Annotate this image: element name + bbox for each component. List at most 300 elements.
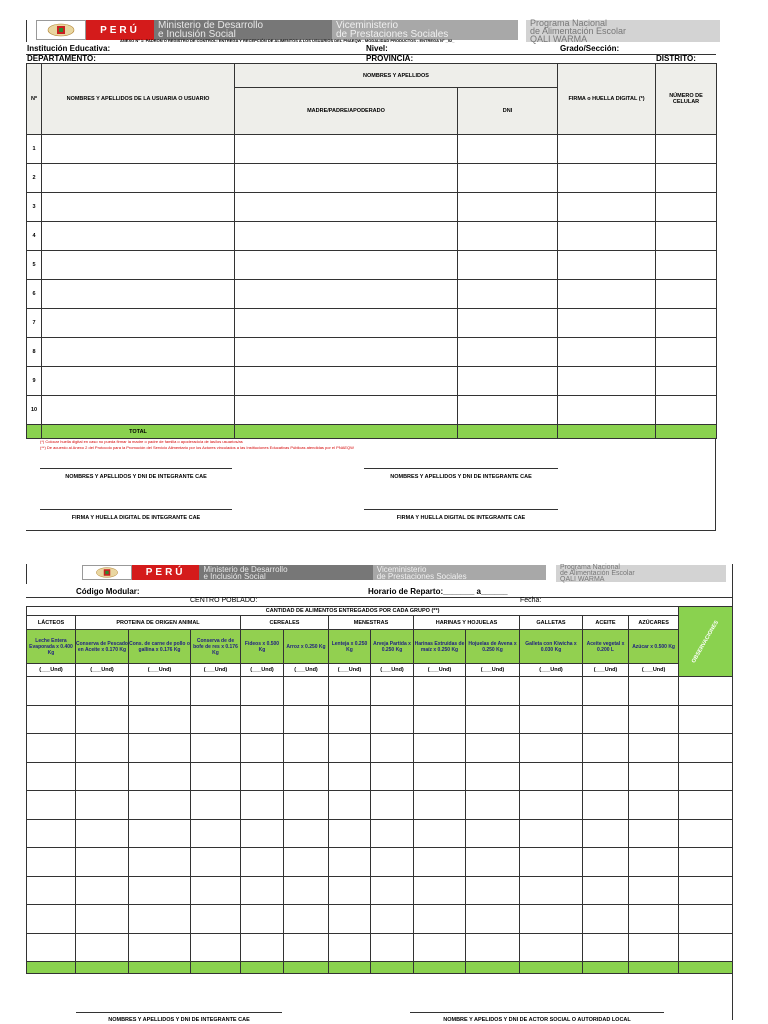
quantity-cell[interactable] (583, 933, 629, 962)
quantity-cell[interactable] (129, 905, 191, 934)
firma-cell[interactable] (558, 280, 656, 309)
signature-label-left: NOMBRES Y APELLIDOS Y DNI DE INTEGRANTE CAE (108, 1017, 250, 1023)
quantity-cell[interactable] (329, 819, 371, 848)
madre-cell[interactable] (235, 251, 458, 280)
quantity-cell[interactable] (241, 848, 284, 877)
dni-cell[interactable] (458, 367, 558, 396)
quantity-cell[interactable] (241, 677, 284, 706)
usuario-cell[interactable] (42, 251, 235, 280)
signature-line[interactable] (364, 509, 558, 510)
row-number: 1 (27, 135, 42, 164)
table-row (27, 705, 733, 734)
quantity-cell[interactable] (414, 876, 466, 905)
quantity-cell[interactable] (679, 705, 733, 734)
product-header: Conserva de Pescado en Aceite x 0.170 Kg (76, 630, 129, 664)
vice-line-1: Viceministerio (376, 564, 427, 574)
col-celular-header: NÚMERO DE CELULAR (656, 64, 717, 135)
quantity-cell[interactable] (466, 734, 520, 763)
col-num-header: Nº (27, 64, 42, 135)
celular-cell[interactable] (656, 309, 717, 338)
usuario-cell[interactable] (42, 193, 235, 222)
quantity-cell[interactable] (284, 791, 329, 820)
quantity-cell[interactable] (414, 819, 466, 848)
signature-line[interactable] (40, 468, 232, 469)
ministry-line-2: e Inclusión Social (158, 29, 236, 40)
coat-of-arms-icon (82, 565, 132, 580)
quantity-cell[interactable] (191, 819, 241, 848)
coat-of-arms-icon (36, 20, 86, 40)
madre-cell[interactable] (235, 309, 458, 338)
quantity-cell[interactable] (76, 819, 129, 848)
quantity-cell[interactable] (76, 791, 129, 820)
total-num-cell (27, 425, 42, 439)
quantity-cell[interactable] (679, 876, 733, 905)
quantity-cell[interactable] (466, 677, 520, 706)
quantity-cell[interactable] (520, 848, 583, 877)
peru-brand: PERÚ (86, 20, 154, 40)
quantity-cell[interactable] (371, 876, 414, 905)
page-right-border (715, 438, 716, 530)
field-distrito: DISTRITO: (656, 54, 696, 63)
quantity-cell[interactable] (371, 705, 414, 734)
quantity-cell[interactable] (520, 734, 583, 763)
field-codigo-modular: Código Modular: (76, 587, 140, 596)
celular-cell[interactable] (656, 280, 717, 309)
page-two (0, 560, 768, 1024)
quantity-cell[interactable] (241, 762, 284, 791)
row-number: 3 (27, 193, 42, 222)
field-grado: Grado/Sección: (560, 44, 620, 53)
quantity-cell[interactable] (371, 762, 414, 791)
footer-cell (583, 962, 629, 974)
dni-cell[interactable] (458, 280, 558, 309)
quantity-cell[interactable] (129, 819, 191, 848)
quantity-cell[interactable] (466, 791, 520, 820)
quantity-cell[interactable] (583, 734, 629, 763)
row-number: 4 (27, 222, 42, 251)
quantity-cell[interactable] (629, 933, 679, 962)
firma-cell[interactable] (558, 338, 656, 367)
usuario-cell[interactable] (42, 135, 235, 164)
row-number: 8 (27, 338, 42, 367)
unit-cell: (___Und) (76, 664, 129, 677)
quantity-cell[interactable] (129, 848, 191, 877)
product-header: Arroz x 0.250 Kg (284, 630, 329, 664)
usuario-cell[interactable] (42, 309, 235, 338)
quantity-cell[interactable] (76, 905, 129, 934)
quantity-cell[interactable] (27, 933, 76, 962)
footer-cell (466, 962, 520, 974)
quantity-cell[interactable] (679, 677, 733, 706)
dni-cell[interactable] (458, 309, 558, 338)
row-number: 2 (27, 164, 42, 193)
unit-cell: (___Und) (329, 664, 371, 677)
total-label: TOTAL (42, 425, 235, 439)
quantity-cell[interactable] (583, 705, 629, 734)
quantity-cell[interactable] (27, 819, 76, 848)
madre-cell[interactable] (235, 135, 458, 164)
padron-table (26, 63, 717, 439)
quantity-cell[interactable] (520, 819, 583, 848)
quantity-cell[interactable] (129, 705, 191, 734)
quantity-cell[interactable] (414, 677, 466, 706)
group-galletas: GALLETAS (520, 616, 583, 630)
firma-cell[interactable] (558, 135, 656, 164)
quantity-cell[interactable] (129, 762, 191, 791)
quantity-cell[interactable] (629, 791, 679, 820)
quantity-cell[interactable] (629, 762, 679, 791)
row-number: 7 (27, 309, 42, 338)
quantity-cell[interactable] (679, 848, 733, 877)
madre-cell[interactable] (235, 164, 458, 193)
group-lacteos: LÁCTEOS (27, 616, 76, 630)
madre-cell[interactable] (235, 280, 458, 309)
vice-line-2: de Prestaciones Sociales (376, 571, 467, 581)
usuario-cell[interactable] (42, 338, 235, 367)
quantity-cell[interactable] (27, 705, 76, 734)
quantity-cell[interactable] (241, 876, 284, 905)
table-row (27, 338, 717, 367)
signature-line[interactable] (40, 509, 232, 510)
quantity-cell[interactable] (329, 791, 371, 820)
program-line-3: QALI WARMA (560, 575, 605, 583)
page-bottom-border (26, 530, 716, 531)
quantity-cell[interactable] (27, 762, 76, 791)
celular-cell[interactable] (656, 164, 717, 193)
dni-cell[interactable] (458, 338, 558, 367)
quantity-cell[interactable] (466, 905, 520, 934)
quantity-cell[interactable] (466, 819, 520, 848)
dni-cell[interactable] (458, 164, 558, 193)
quantity-cell[interactable] (129, 876, 191, 905)
total-cell (458, 425, 558, 439)
total-cell (558, 425, 656, 439)
footer-cell (371, 962, 414, 974)
celular-cell[interactable] (656, 396, 717, 425)
quantity-cell[interactable] (414, 705, 466, 734)
quantity-cell[interactable] (329, 677, 371, 706)
quantity-cell[interactable] (129, 677, 191, 706)
quantity-cell[interactable] (466, 762, 520, 791)
footer-cell (27, 962, 76, 974)
quantity-cell[interactable] (76, 677, 129, 706)
quantity-cell[interactable] (679, 905, 733, 934)
madre-cell[interactable] (235, 222, 458, 251)
unit-cell: (___Und) (583, 664, 629, 677)
quantity-cell[interactable] (241, 933, 284, 962)
celular-cell[interactable] (656, 367, 717, 396)
quantity-cell[interactable] (371, 791, 414, 820)
quantity-cell[interactable] (679, 734, 733, 763)
quantity-cell[interactable] (629, 819, 679, 848)
dni-cell[interactable] (458, 222, 558, 251)
field-provincia: PROVINCIA: (366, 54, 414, 63)
quantity-cell[interactable] (129, 791, 191, 820)
quantity-cell[interactable] (414, 848, 466, 877)
product-header: Leche Entera Evaporada x 0.400 Kg (27, 630, 76, 664)
quantity-cell[interactable] (520, 791, 583, 820)
quantity-cell[interactable] (329, 762, 371, 791)
quantity-cell[interactable] (329, 933, 371, 962)
celular-cell[interactable] (656, 193, 717, 222)
unit-cell: (___Und) (191, 664, 241, 677)
quantity-cell[interactable] (76, 848, 129, 877)
firma-cell[interactable] (558, 396, 656, 425)
field-nivel: Nivel: (366, 44, 388, 53)
footer-cell (191, 962, 241, 974)
quantity-cell[interactable] (414, 905, 466, 934)
signature-line[interactable] (364, 468, 558, 469)
quantity-cell[interactable] (284, 762, 329, 791)
celular-cell[interactable] (656, 251, 717, 280)
quantity-cell[interactable] (583, 791, 629, 820)
celular-cell[interactable] (656, 338, 717, 367)
firma-cell[interactable] (558, 309, 656, 338)
quantity-cell[interactable] (329, 848, 371, 877)
quantity-cell[interactable] (414, 933, 466, 962)
quantity-cell[interactable] (241, 705, 284, 734)
quantity-cell[interactable] (629, 734, 679, 763)
madre-cell[interactable] (235, 338, 458, 367)
quantity-cell[interactable] (241, 791, 284, 820)
footer-cell (241, 962, 284, 974)
unit-cell: (___Und) (129, 664, 191, 677)
quantity-cell[interactable] (284, 933, 329, 962)
usuario-cell[interactable] (42, 164, 235, 193)
ministry-line-1: Ministerio de Desarrollo (158, 20, 264, 31)
quantity-cell[interactable] (284, 677, 329, 706)
footer-cell (329, 962, 371, 974)
product-header: Arveja Partida x 0.250 Kg (371, 630, 414, 664)
quantity-cell[interactable] (241, 905, 284, 934)
row-number: 9 (27, 367, 42, 396)
table-row (27, 791, 733, 820)
quantity-cell[interactable] (414, 762, 466, 791)
field-fecha: Fecha: (520, 597, 542, 604)
unit-cell: (___Und) (520, 664, 583, 677)
quantity-cell[interactable] (191, 705, 241, 734)
quantity-cell[interactable] (520, 905, 583, 934)
unit-cell: (___Und) (241, 664, 284, 677)
table-row (27, 222, 717, 251)
quantity-cell[interactable] (520, 677, 583, 706)
usuario-cell[interactable] (42, 396, 235, 425)
quantity-cell[interactable] (466, 705, 520, 734)
quantity-cell[interactable] (629, 705, 679, 734)
quantity-cell[interactable] (371, 933, 414, 962)
quantity-cell[interactable] (466, 933, 520, 962)
observaciones-label: OBSERVACIONES (691, 619, 721, 664)
col-firma-header: FIRMA o HUELLA DIGITAL (*) (558, 64, 656, 135)
signature-label-right: NOMBRE Y APELIDOS Y DNI DE ACTOR SOCIAL O AUTORIDAD LOCAL (443, 1017, 631, 1023)
quantity-cell[interactable] (520, 705, 583, 734)
quantity-cell[interactable] (414, 791, 466, 820)
firma-cell[interactable] (558, 193, 656, 222)
madre-cell[interactable] (235, 193, 458, 222)
quantity-cell[interactable] (414, 734, 466, 763)
product-header: Galleta con Kiwicha x 0.030 Kg (520, 630, 583, 664)
quantity-cell[interactable] (583, 819, 629, 848)
quantity-cell[interactable] (629, 848, 679, 877)
quantity-cell[interactable] (129, 933, 191, 962)
total-cell (656, 425, 717, 439)
signature-label-right-2: FIRMA Y HUELLA DIGITAL DE INTEGRANTE CAE (396, 515, 526, 521)
program-name (556, 565, 726, 582)
quantity-cell[interactable] (520, 933, 583, 962)
quantity-cell[interactable] (76, 933, 129, 962)
table-row (27, 819, 733, 848)
col-nombres-header: NOMBRES Y APELLIDOS (235, 64, 558, 88)
quantity-cell[interactable] (329, 876, 371, 905)
quantity-cell[interactable] (191, 734, 241, 763)
product-header: Harinas Extruidas de maíz x 0.250 Kg (414, 630, 466, 664)
signature-label-left-2: FIRMA Y HUELLA DIGITAL DE INTEGRANTE CAE (71, 515, 201, 521)
dni-cell[interactable] (458, 135, 558, 164)
ministry-line-1: Ministerio de Desarrollo (203, 564, 288, 574)
row-number: 5 (27, 251, 42, 280)
madre-cell[interactable] (235, 367, 458, 396)
quantity-cell[interactable] (284, 819, 329, 848)
unit-cell: (___Und) (629, 664, 679, 677)
quantity-cell[interactable] (679, 933, 733, 962)
quantity-cell[interactable] (329, 705, 371, 734)
quantity-cell[interactable] (191, 876, 241, 905)
quantity-cell[interactable] (129, 734, 191, 763)
usuario-cell[interactable] (42, 280, 235, 309)
quantity-cell[interactable] (629, 677, 679, 706)
quantity-cell[interactable] (371, 734, 414, 763)
col-madre-header: MADRE/PADRE/APODERADO (235, 88, 458, 135)
quantity-cell[interactable] (241, 734, 284, 763)
quantity-cell[interactable] (466, 848, 520, 877)
quantity-cell[interactable] (284, 876, 329, 905)
header-banner (82, 565, 546, 580)
usuario-cell[interactable] (42, 367, 235, 396)
footer-cell (284, 962, 329, 974)
quantity-cell[interactable] (583, 677, 629, 706)
quantity-cell[interactable] (679, 819, 733, 848)
quantity-cell[interactable] (191, 677, 241, 706)
product-header: Cons. de carne de pollo o gallina x 0.176 Kg (129, 630, 191, 664)
celular-cell[interactable] (656, 222, 717, 251)
footer-cell (76, 962, 129, 974)
madre-cell[interactable] (235, 396, 458, 425)
field-horario: Horario de Reparto:_______ a______ (368, 587, 508, 596)
product-header: Conserva de de bofe de res x 0.176 Kg (191, 630, 241, 664)
quantity-cell[interactable] (191, 933, 241, 962)
quantity-cell[interactable] (583, 876, 629, 905)
firma-cell[interactable] (558, 251, 656, 280)
header-banner (36, 20, 520, 40)
dni-cell[interactable] (458, 251, 558, 280)
quantity-cell[interactable] (371, 677, 414, 706)
firma-cell[interactable] (558, 164, 656, 193)
quantity-cell[interactable] (76, 734, 129, 763)
row-number: 10 (27, 396, 42, 425)
quantity-cell[interactable] (371, 819, 414, 848)
quantity-cell[interactable] (520, 762, 583, 791)
observaciones-header (679, 607, 733, 677)
quantity-cell[interactable] (679, 762, 733, 791)
quantity-cell[interactable] (76, 705, 129, 734)
dni-cell[interactable] (458, 396, 558, 425)
quantity-cell[interactable] (191, 905, 241, 934)
note-2: (**) De acuerdo al Anexo 2 del Protocolo para la Promoción del Servicio Alimentario por los Actores vinculados a las Instituciones Educativas Públicas atendidas por el PNAEQW (40, 445, 354, 450)
celular-cell[interactable] (656, 135, 717, 164)
col-dni-header: DNI (458, 88, 558, 135)
quantity-cell[interactable] (629, 905, 679, 934)
quantity-cell[interactable] (371, 905, 414, 934)
signature-line[interactable] (76, 1012, 282, 1013)
firma-cell[interactable] (558, 367, 656, 396)
quantity-cell[interactable] (583, 905, 629, 934)
signature-line[interactable] (410, 1012, 664, 1013)
vice-line-2: de Prestaciones Sociales (336, 29, 449, 40)
quantity-cell[interactable] (191, 791, 241, 820)
quantity-cell[interactable] (466, 876, 520, 905)
group-cereales: CEREALES (241, 616, 329, 630)
quantity-cell[interactable] (371, 848, 414, 877)
quantity-cell[interactable] (679, 791, 733, 820)
table-row (27, 933, 733, 962)
vice-ministry-name (332, 20, 518, 40)
quantity-cell[interactable] (27, 876, 76, 905)
quantity-cell[interactable] (27, 905, 76, 934)
quantity-cell[interactable] (191, 848, 241, 877)
product-header: Lenteja x 0.250 Kg (329, 630, 371, 664)
quantity-cell[interactable] (241, 819, 284, 848)
quantity-cell[interactable] (27, 734, 76, 763)
table-row (27, 848, 733, 877)
group-menestras: MENESTRAS (329, 616, 414, 630)
quantity-cell[interactable] (27, 848, 76, 877)
unit-cell: (___Und) (371, 664, 414, 677)
table-row (27, 905, 733, 934)
quantity-cell[interactable] (583, 762, 629, 791)
quantity-cell[interactable] (329, 905, 371, 934)
quantity-cell[interactable] (583, 848, 629, 877)
quantity-cell[interactable] (27, 677, 76, 706)
quantity-cell[interactable] (284, 905, 329, 934)
quantity-cell[interactable] (520, 876, 583, 905)
total-row (27, 425, 717, 439)
quantity-cell[interactable] (284, 705, 329, 734)
unit-cell: (___Und) (284, 664, 329, 677)
quantity-cell[interactable] (76, 876, 129, 905)
quantity-cell[interactable] (191, 762, 241, 791)
footer-cell (129, 962, 191, 974)
quantity-cell[interactable] (629, 876, 679, 905)
dni-cell[interactable] (458, 193, 558, 222)
quantity-cell[interactable] (27, 791, 76, 820)
table-row (27, 396, 717, 425)
col-usuario-header: NOMBRES Y APELLIDOS DE LA USUARIA O USUARIO (42, 64, 235, 135)
note-1: (*) Colocar huella digital en caso no pueda firmar la madre o padre de familia o apoderado/a de las/los usuarios/as (40, 439, 243, 444)
quantity-cell[interactable] (284, 734, 329, 763)
usuario-cell[interactable] (42, 222, 235, 251)
quantity-cell[interactable] (329, 734, 371, 763)
firma-cell[interactable] (558, 222, 656, 251)
product-header: Azúcar x 0.500 Kg (629, 630, 679, 664)
vice-ministry-name (373, 565, 546, 580)
group-harinas: HARINAS Y HOJUELAS (414, 616, 520, 630)
table-title: CANTIDAD DE ALIMENTOS ENTREGADOS POR CADA GRUPO (**) (27, 607, 679, 616)
program-line-2: de Alimentación Escolar (530, 26, 627, 36)
quantity-cell[interactable] (76, 762, 129, 791)
quantity-cell[interactable] (284, 848, 329, 877)
table-row (27, 367, 717, 396)
unit-cell: (___Und) (466, 664, 520, 677)
